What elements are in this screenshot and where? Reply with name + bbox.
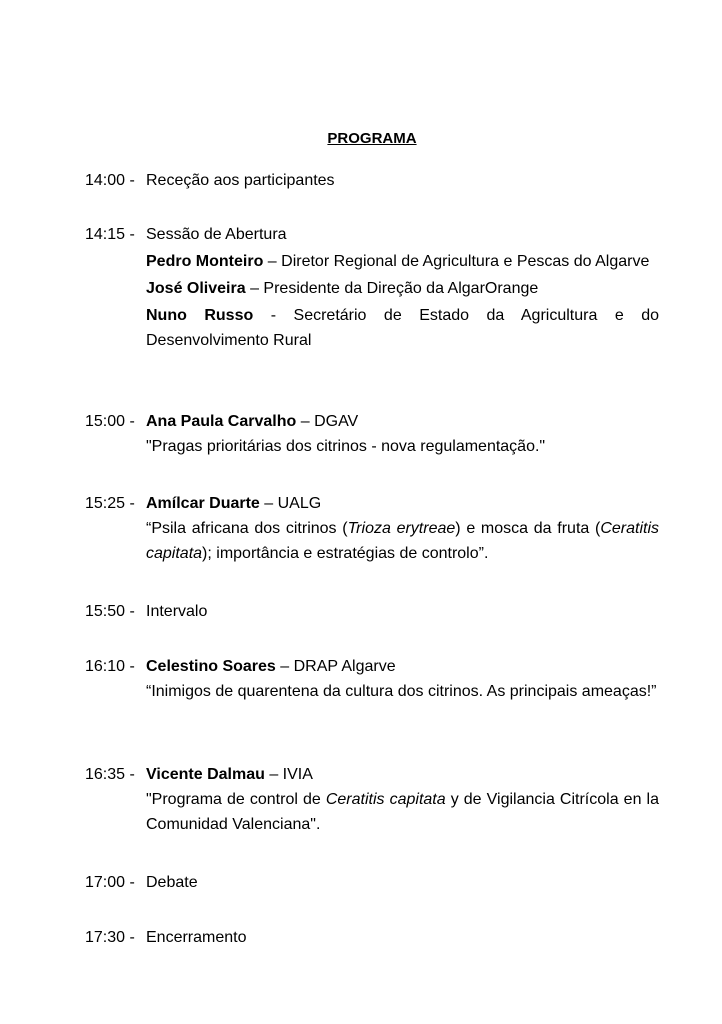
program-item-1500	[85, 409, 659, 459]
speaker-line	[146, 762, 659, 787]
time-label: 16:10 -	[85, 658, 135, 675]
speaker-org: – DRAP Algarve	[275, 658, 396, 675]
talk-text: ) e mosca da fruta (	[455, 520, 601, 537]
speaker-entry	[146, 249, 659, 274]
speaker-name: Vicente Dalmau	[146, 766, 265, 783]
time-label: 14:00 -	[85, 172, 135, 189]
time-label: 14:15 -	[85, 226, 135, 243]
program-item-1730	[85, 925, 659, 950]
program-item-1700	[85, 870, 659, 895]
species-name: Trioza erytreae	[347, 520, 456, 537]
speaker-role: Presidente da Direção da AlgarOrange	[263, 280, 539, 297]
speaker-name: Ana Paula Carvalho	[146, 413, 297, 430]
speaker-line	[146, 491, 659, 516]
talk-text: y de Vigilancia Citrícola en la Comunidad Valenciana".	[146, 791, 660, 833]
page-title: PROGRAMA	[327, 130, 417, 147]
program-item-1550	[85, 599, 659, 624]
program-item-1400	[85, 168, 659, 193]
time-label: 17:00 -	[85, 874, 135, 891]
speaker-entry	[146, 276, 659, 301]
speaker-name: Nuno Russo	[146, 307, 254, 324]
talk-title	[146, 787, 659, 837]
talk-title	[146, 516, 659, 566]
talk-text: “Psila africana dos citrinos (	[146, 520, 348, 537]
item-text: Receção aos participantes	[146, 172, 335, 189]
program-item-1415	[85, 222, 659, 353]
speaker-org: – IVIA	[264, 766, 313, 783]
separator: –	[245, 280, 264, 297]
speaker-line	[146, 409, 659, 434]
speaker-name: Amílcar Duarte	[146, 495, 260, 512]
species-name: Ceratitis capitata	[325, 791, 446, 808]
program-item-1525	[85, 491, 659, 566]
speaker-name: Celestino Soares	[146, 658, 276, 675]
time-label: 15:00 -	[85, 413, 135, 430]
speaker-name: José Oliveira	[146, 280, 246, 297]
separator: -	[253, 307, 294, 324]
time-label: 15:25 -	[85, 495, 135, 512]
time-label: 15:50 -	[85, 603, 135, 620]
time-label: 16:35 -	[85, 766, 135, 783]
item-text: Sessão de Abertura	[146, 226, 287, 243]
talk-text: ); importância e estratégias de controlo”.	[202, 545, 489, 562]
talk-text: "Programa de control de	[146, 791, 326, 808]
item-text: Intervalo	[146, 603, 208, 620]
speaker-org: – DGAV	[296, 413, 359, 430]
speaker-name: Pedro Monteiro	[146, 253, 264, 270]
species-name: Ceratitis capitata	[146, 520, 660, 562]
speaker-entry	[146, 303, 659, 353]
speaker-org: – UALG	[259, 495, 322, 512]
program-item-1635	[85, 762, 659, 837]
item-text: Encerramento	[146, 929, 247, 946]
program-item-1610	[85, 654, 659, 704]
speaker-line	[146, 654, 659, 679]
speaker-role: Secretário de Estado da Agricultura e do Desenvolvimento Rural	[146, 307, 659, 349]
talk-title: “Inimigos de quarentena da cultura dos citrinos. As principais ameaças!”	[146, 683, 657, 700]
speaker-role: Diretor Regional de Agricultura e Pescas do Algarve	[281, 253, 650, 270]
separator: –	[263, 253, 282, 270]
talk-title: "Pragas prioritárias dos citrinos - nova regulamentação."	[146, 438, 546, 455]
item-text: Debate	[146, 874, 198, 891]
time-label: 17:30 -	[85, 929, 135, 946]
